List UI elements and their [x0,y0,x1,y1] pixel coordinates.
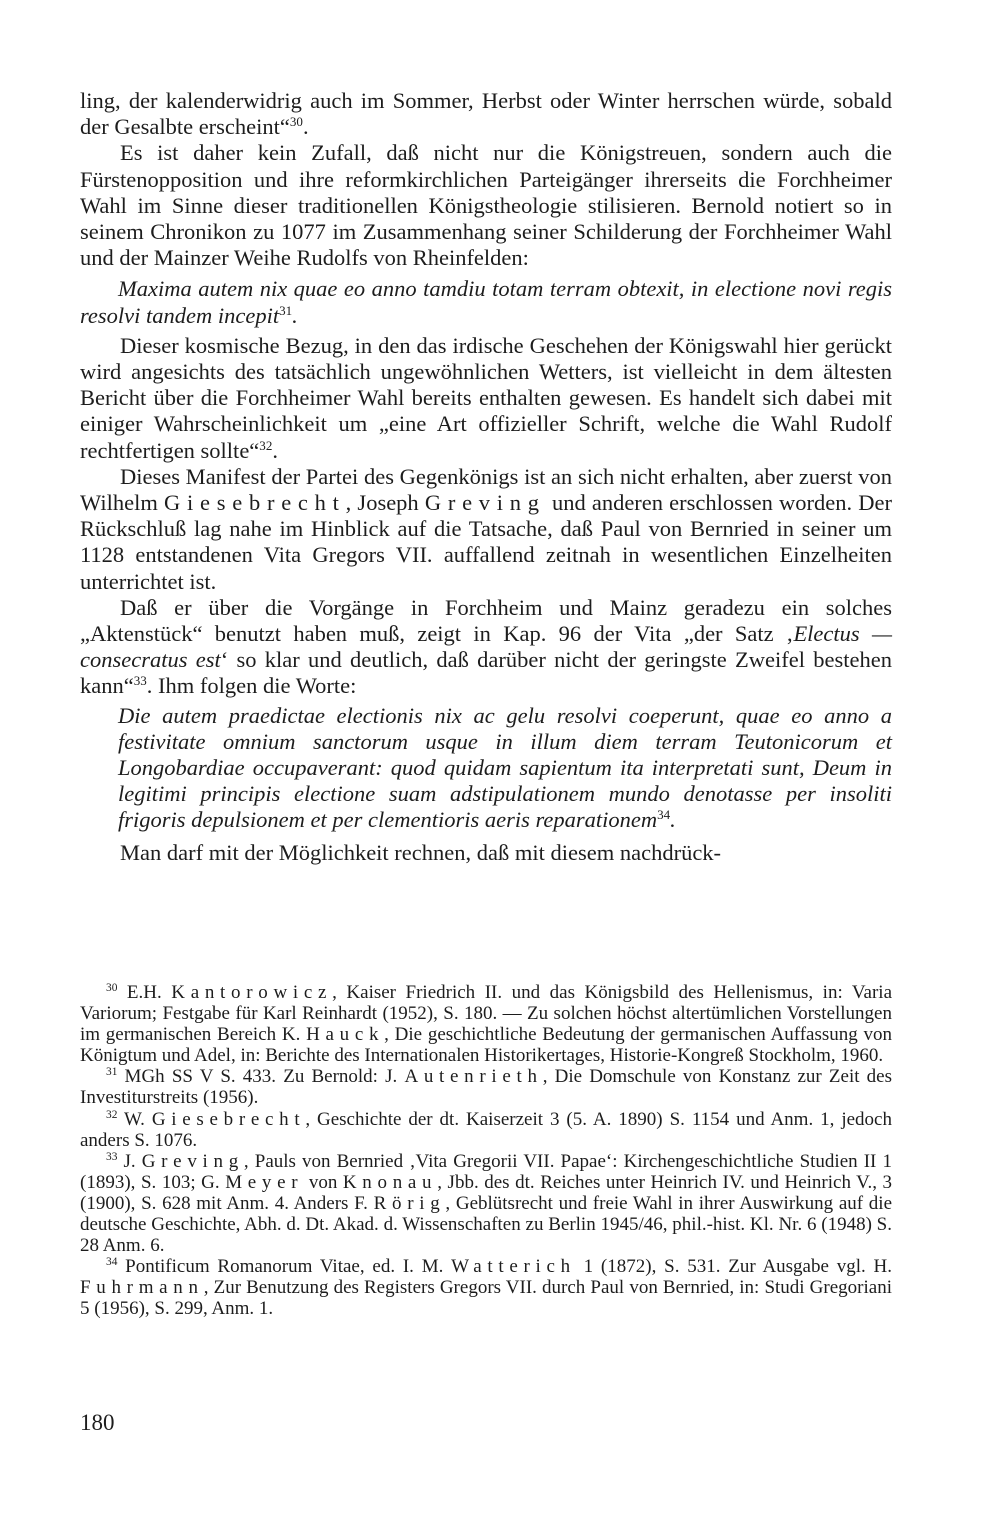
paragraph-5 [80,595,892,700]
author-name-giesebrecht: Giesebrecht [151,1108,306,1130]
author-name-hauck: Hauck [306,1024,385,1046]
footnote-34-text-c: , Zur Benutzung des Registers Gregors VII. durch Paul von Bernried, in: Studi Gregoriani 5 (1956), S. 299, Anm. 1. [80,1277,892,1320]
paragraph-4-text-b: , Joseph [345,490,425,516]
author-name-giesebrecht: Giesebrecht [163,490,346,516]
footnote-33-text-a: J. [117,1150,142,1172]
footnote-30-text-a: E.H. [117,982,172,1003]
paragraph-3-text: Dieser kosmische Bezug, in den das irdische Geschehen der Königswahl hier gerückt wird angesichts des tatsächlich ungewöhnlichen Wetters, ist vielleicht in dem ältesten Bericht über die Forchheimer Wahl bereits enthalten gewesen. Es handelt sich dabei mit einiger Wahrscheinlichkeit um „eine Art offizieller Schrift, welche die Wahl Rudolf rechtfertigen sollte“ [80,332,892,463]
footnote-30-text-c: , Die geschichtliche Bedeutung der germanischen Auffassung von Königtum und Adel, in: Berichte des Internationalen Historikertages, Historie-Kongreß Stockholm, 1960. [80,1024,892,1067]
footnote-32-text-a: W. [117,1108,152,1130]
footnote-33-text-b: , Pauls von Bernried ‚Vita Gregorii VII. Papae‘: Kirchengeschichtliche Studien II 1 (1893), S. 103; G. [80,1150,892,1193]
author-name-greving: Greving [141,1150,244,1172]
footnote-ref-34: 34 [657,807,671,823]
author-name-kantorowicz: Kantorowicz [171,982,333,1003]
footnote-34-text-a: Pontificum Romanorum Vitae, ed. I. M. [117,1256,452,1278]
footnote-33-text-c: von [303,1171,343,1193]
paragraph-2: Es ist daher kein Zufall, daß nicht nur die Königstreuen, sondern auch die Fürstenopposition und ihre reformkirchlichen Parteigänger ihrerseits die Forchheimer Wahl im Sinne dieser traditionellen Königstheologie stilisieren. Bernold notiert so in seinem Chronikon zu 1077 im Zusammenhang seiner Schilderung der Forchheimer Wahl und der Mainzer Weihe Rudolfs von Rheinfelden: [80,140,892,271]
author-name-autenrieth: Autenrieth [404,1066,543,1088]
main-text [80,88,892,866]
footnote-32 [80,1109,892,1151]
quote-paul-bernried-end: . [670,807,676,833]
quote-paul-bernried-text: Die autem praedictae electionis nix ac gelu resolvi coeperunt, quae eo anno a festivitate omnium sanctorum usque in illum diem terram Teutonicorum et Longobardiae occupaverant: quod quidam sapientum ita interpretati sunt, Deum in legitimi principis electione suam adstipulationem mundo denotasse per insoliti frigoris depulsionem et per clementioris aeris reparationem [118,702,892,833]
quote-bernold [80,276,892,328]
footnote-30-text-b: , Kaiser Friedrich II. und das Königsbild des Hellenismus, in: Varia Variorum; Festgabe für Karl Reinhardt (1952), S. 180. — Zu solchen höchst altertümlichen Vorstellungen im germanischen Bereich K. [80,982,892,1046]
author-name-watterich: Watterich [451,1256,576,1278]
author-name-roerig: Rörig [373,1192,446,1214]
author-name-knonau: Knonau [342,1171,438,1193]
footnote-33 [80,1151,892,1256]
footnote-ref-31: 31 [279,302,293,318]
paragraph-3 [80,333,892,464]
quoted-phrase: Electus — consecratus est [80,621,892,673]
quote-bernold-text: Maxima autem nix quae eo anno tamdiu totam terram obtexit, in electione novi regis resolvi tandem incepit [80,276,892,328]
paragraph-5-text-c: . Ihm folgen die Worte: [146,673,357,699]
paragraph-4-text-a: Dieses Manifest der Partei des Gegenkönigs ist an sich nicht erhalten, aber zuerst von Wilhelm [80,463,892,516]
footnote-31-text-a: MGh SS V S. 433. Zu Bernold: J. [117,1066,405,1088]
paragraph-1-end: . [302,114,309,140]
footnote-ref-32: 32 [259,437,273,453]
page-number: 180 [80,1410,115,1435]
footnote-33-text-d: , Jbb. des dt. Reiches unter Heinrich IV. und Heinrich V., 3 (1900), S. 628 mit Anm. 4. Anders F. [80,1171,892,1214]
footnote-31-text-b: , Die Domschule von Konstanz zur Zeit des Investiturstreits (1956). [80,1066,892,1109]
author-name-meyer: Meyer [225,1171,304,1193]
quote-paul-bernried [80,703,892,834]
footnote-ref-30: 30 [289,114,303,130]
author-name-fuhrmann: Fuhrmann [80,1277,204,1299]
footnote-34 [80,1256,892,1319]
paragraph-5-text-a: Daß er über die Vorgänge in Forchheim und Mainz geradezu ein solches „Aktenstück“ benutzt haben muß, zeigt in Kap. 96 der Vita „der Satz ‚ [80,594,892,647]
footnote-33-text-e: , Geblütsrecht und freie Wahl in ihrer Auswirkung auf die deutsche Geschichte, Abh. d. Dt. Akad. d. Wissenschaften zu Berlin 1945/46, phil.-hist. Kl. Nr. 6 (1948) S. 28 Anm. 6. [80,1192,892,1257]
footnote-number: 30 [106,982,118,995]
paragraph-5-text-b: ‘ so klar und deutlich, daß darüber nicht der geringste Zweifel bestehen kann“ [80,647,892,699]
footnote-31 [80,1066,892,1108]
paragraph-3-end: . [272,437,278,463]
paragraph-4 [80,464,892,595]
footnote-34-text-b: 1 (1872), S. 531. Zur Ausgabe vgl. H. [575,1256,893,1278]
author-name-greving: Greving [424,490,546,516]
footnote-number: 32 [106,1108,118,1121]
footnote-30 [80,982,892,1066]
paragraph-4-text-c: und anderen erschlossen worden. Der Rückschluß lag nahe im Hinblick auf die Tatsache, daß Paul von Bernried in seiner um 1128 entstandenen Vita Gregors VII. auffallend zeitnah in wesentlichen Einzelheiten unterrichtet ist. [80,490,893,594]
footnote-number: 33 [106,1150,118,1163]
paragraph-6: Man darf mit der Möglichkeit rechnen, daß mit diesem nachdrück- [120,839,722,865]
paragraph-1-text: ling, der kalenderwidrig auch im Sommer, Herbst oder Winter herrschen würde, sobald der Gesalbte erscheint“ [80,88,892,140]
footnote-32-text-b: , Geschichte der dt. Kaiserzeit 3 (5. A. 1890) S. 1154 und Anm. 1, jedoch anders S. 1076. [80,1108,892,1151]
paragraph-1 [80,88,892,140]
footnotes [80,982,892,1320]
quote-bernold-end: . [292,302,298,328]
footnote-ref-33: 33 [133,673,147,689]
footnote-number: 34 [106,1256,118,1269]
footnote-number: 31 [106,1066,118,1079]
